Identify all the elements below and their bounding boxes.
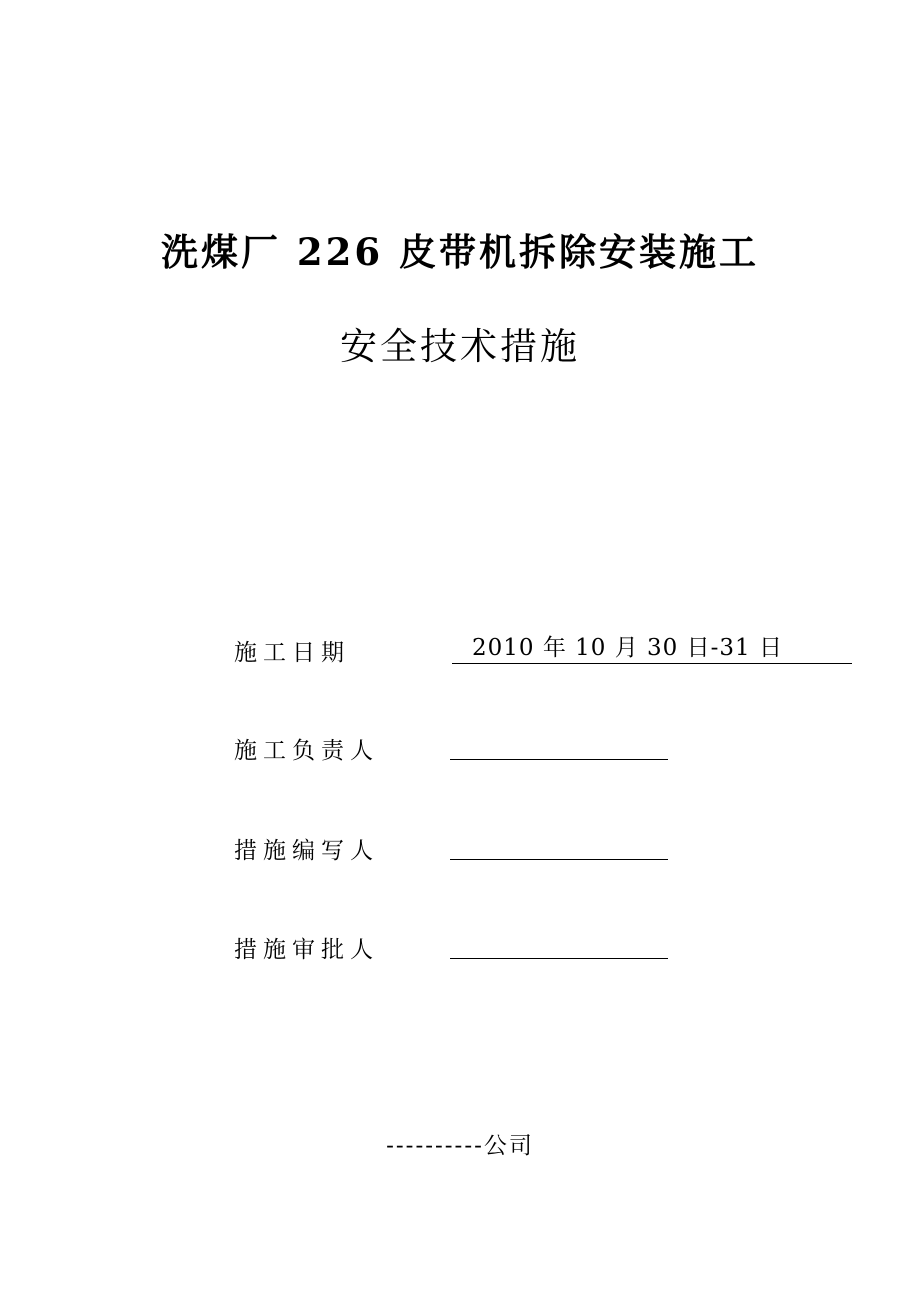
measure-writer-blank: [450, 859, 668, 860]
company-name: ----------公司: [386, 1133, 534, 1159]
measure-approver-blank: [450, 958, 668, 959]
document-subtitle: 安全技术措施: [340, 325, 580, 368]
measure-approver-label: 措施审批人: [234, 937, 379, 963]
construction-date-row: [234, 634, 874, 674]
measure-writer-label: 措施编写人: [234, 838, 379, 864]
measure-approver-row: [234, 931, 874, 971]
construction-leader-blank: [450, 759, 668, 760]
construction-leader-row: [234, 732, 874, 772]
construction-leader-label: 施工负责人: [234, 738, 379, 764]
construction-date-value: 2010 年 10 月 30 日-31 日: [452, 634, 852, 664]
measure-writer-row: [234, 832, 874, 872]
document-title: 洗煤厂 226 皮带机拆除安装施工: [161, 230, 759, 274]
construction-date-label: 施工日期: [234, 640, 350, 666]
